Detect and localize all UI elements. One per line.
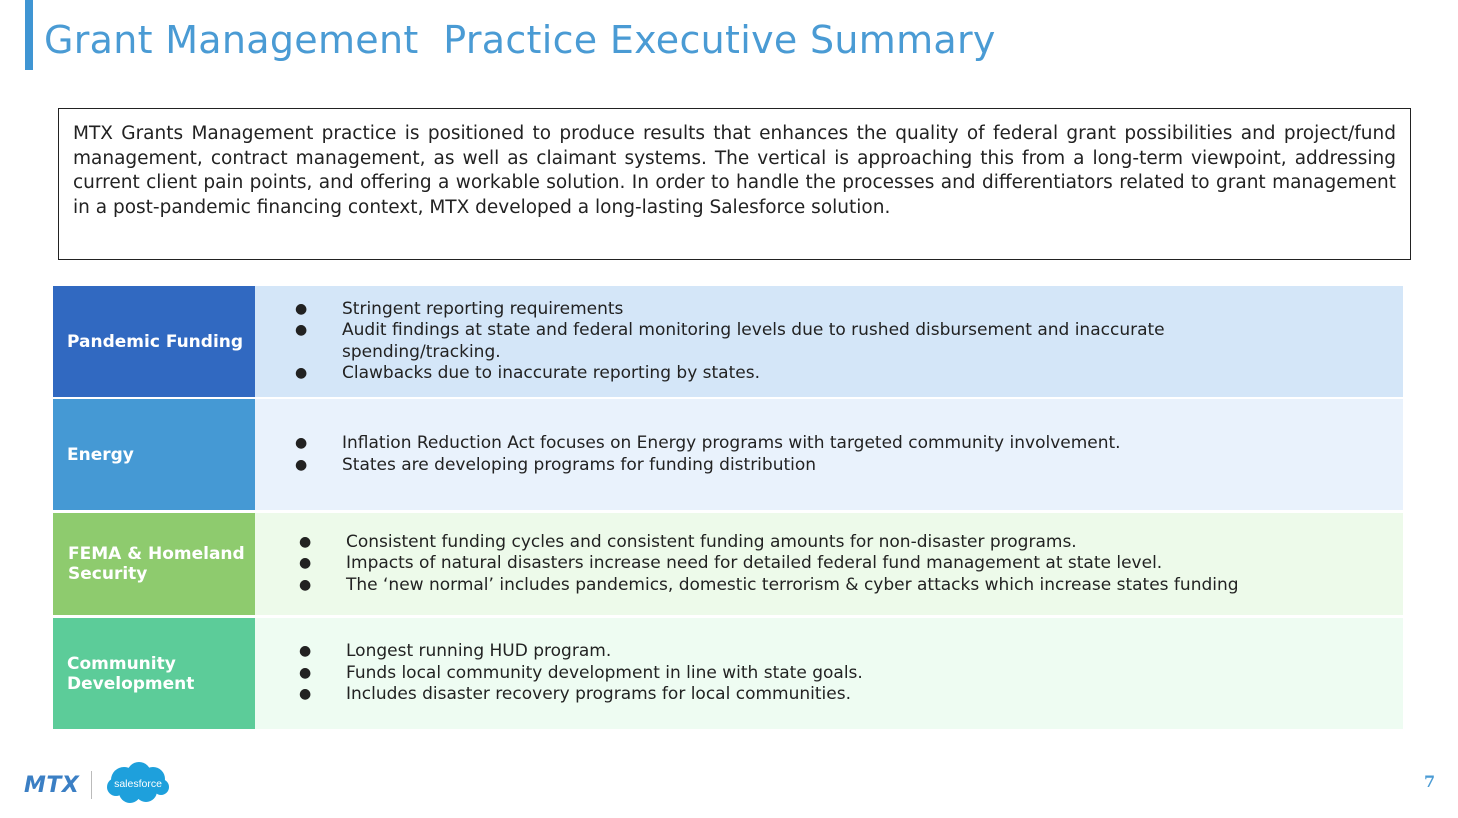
title-accent-bar [25,0,33,70]
mtx-logo: MTX [24,772,80,798]
row-label [53,618,255,729]
bullet-list [255,299,1235,385]
list-item: ● Impacts of natural disasters increase need for detailed federal fund management at state level. [299,553,1163,574]
bullet-icon: ● [295,300,308,317]
bullet-icon: ● [295,322,308,338]
list-item: ● Includes disaster recovery programs for local communities. [299,684,851,705]
bullet-icon: ● [299,664,312,681]
salesforce-logo-text: salesforce [114,778,163,790]
row-label [53,399,255,510]
row-label-text: Pandemic Funding [67,331,244,352]
footer-logos [24,770,170,800]
list-item: ● Stringent reporting requirements [295,298,624,319]
row-pandemic-funding [53,286,1403,397]
bullet-icon: ● [299,643,312,660]
salesforce-cloud-icon [106,760,170,806]
list-item: ● The ‘new normal’ includes pandemics, domestic terrorism & cyber attacks which increase states funding [299,574,1239,595]
row-body [255,618,1403,729]
row-body [255,399,1403,510]
row-body [255,513,1403,615]
row-label-text: Energy [67,444,134,465]
row-community-development [53,618,1403,729]
bullet-icon: ● [299,686,312,703]
list-item: ● States are developing programs for funding distribution [295,454,817,475]
bullet-icon: ● [299,533,312,550]
bullet-icon: ● [295,365,308,381]
row-energy [53,399,1403,510]
page-number: 7 [1424,772,1436,791]
row-label [53,286,255,397]
list-item: ● Consistent funding cycles and consistent funding amounts for non-disaster programs. [299,531,1077,552]
row-fema-homeland-security [53,513,1403,615]
bullet-icon: ● [295,435,308,451]
row-body [255,286,1403,397]
logo-divider [91,771,92,799]
executive-summary-box [58,108,1411,260]
bullet-icon: ● [295,456,308,473]
list-item: ● Funds local community development in line with state goals. [299,662,863,683]
row-label [53,513,255,615]
row-label-text: Community Development [67,653,195,694]
bullet-list [255,532,1239,597]
list-item: ● Longest running HUD program. [299,641,612,662]
summary-text: MTX Grants Management practice is positioned to produce results that enhances the quality of federal grant possibilities and project/fund management, contract management, as well as claimant systems. The vertical is approaching this from a long-term viewpoint, addressing current client pain points, and offering a workable solution. In order to handle the processes and differentiators related to grant management in a post-pandemic financing context, MTX developed a long-lasting Salesforce solution. [73,123,1396,218]
list-item: ● Clawbacks due to inaccurate reporting by states. [295,363,760,383]
bullet-icon: ● [299,555,312,572]
row-label-text: FEMA & Homeland Security [68,544,245,584]
page-title: Grant Management Practice Executive Summary [44,18,996,62]
bullet-list [255,433,1121,476]
list-item: ● Inflation Reduction Act focuses on Energy programs with targeted community involvement. [295,433,1121,453]
bullet-list [255,641,863,706]
bullet-icon: ● [299,576,312,593]
list-item: ● Audit findings at state and federal monitoring levels due to rushed disbursement and inaccurate spending/tracking. [295,320,1165,362]
